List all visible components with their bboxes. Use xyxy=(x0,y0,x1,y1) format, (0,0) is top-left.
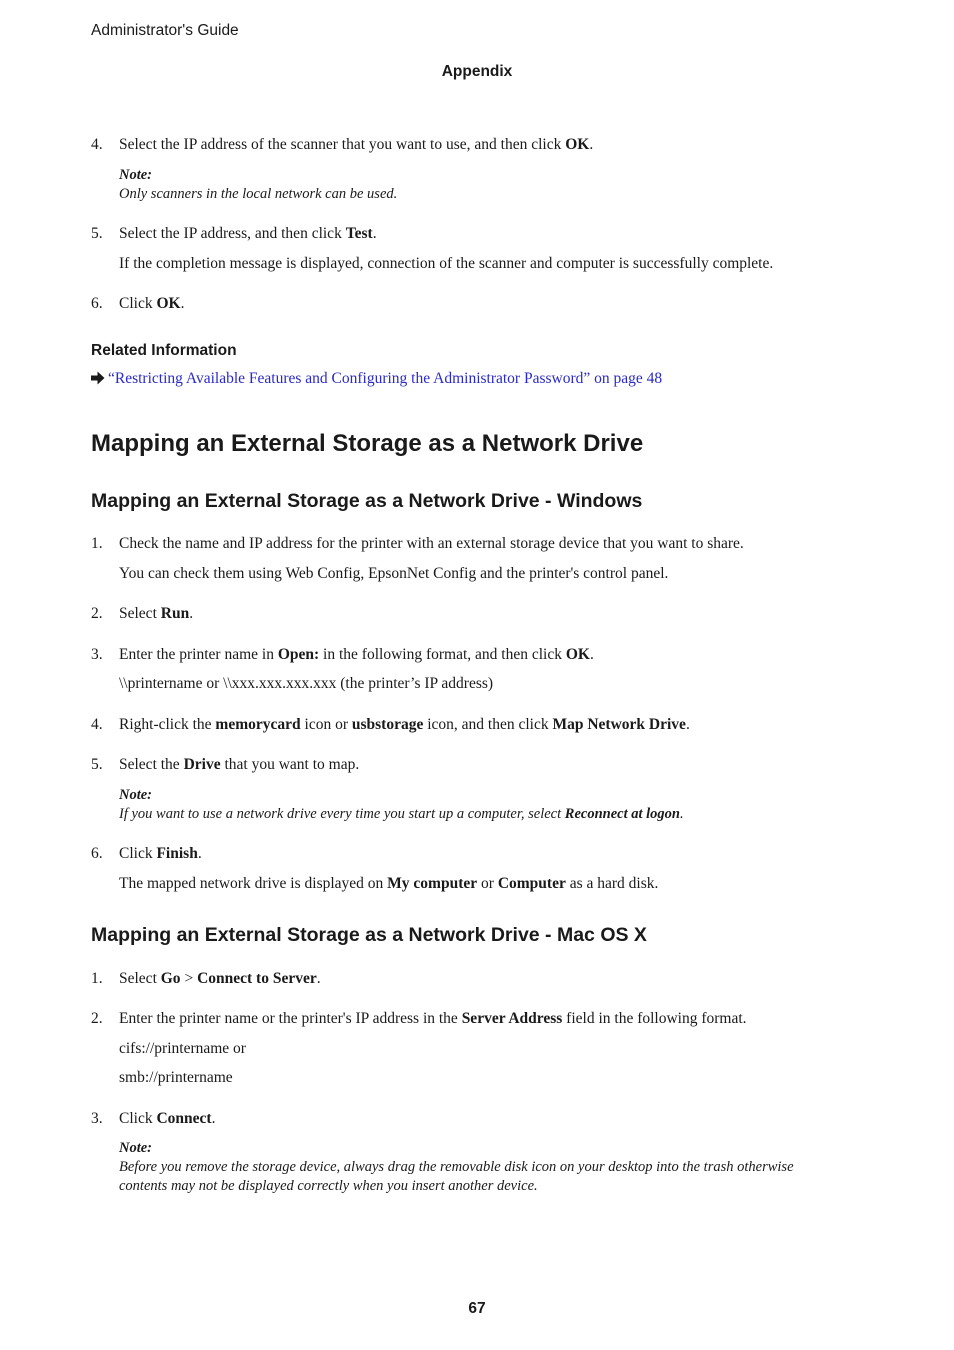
step-number: 5. xyxy=(91,756,103,773)
subsection-title-mac: Mapping an External Storage as a Network Drive - Mac OS X xyxy=(91,924,647,946)
step-detail: If the completion message is displayed, connection of the scanner and computer is successfully complete. xyxy=(119,255,774,272)
step-detail: \\printername or \\xxx.xxx.xxx.xxx (the printer’s IP address) xyxy=(119,675,494,692)
step-text: Select the IP address, and then click Test. xyxy=(119,225,377,242)
arrow-right-icon xyxy=(91,371,105,390)
section-title: Mapping an External Storage as a Network Drive xyxy=(91,430,644,457)
step-text: Select Go > Connect to Server. xyxy=(119,970,321,987)
step-number: 4. xyxy=(91,136,103,153)
running-header-section: Appendix xyxy=(441,63,513,80)
related-link[interactable]: “Restricting Available Features and Configuring the Administrator Password” on page 48 xyxy=(108,370,663,387)
step-text: Select the IP address of the scanner that you want to use, and then click OK. xyxy=(119,136,594,153)
step-text: Click Finish. xyxy=(119,845,202,862)
step-number: 2. xyxy=(91,605,103,622)
step-detail: You can check them using Web Config, EpsonNet Config and the printer's control panel. xyxy=(119,565,669,582)
step-number: 4. xyxy=(91,716,103,733)
step-detail: smb://printername xyxy=(119,1069,233,1086)
note-label: Note: xyxy=(119,1140,153,1156)
note-text: Before you remove the storage device, always drag the removable disk icon on your desktop into the trash otherwise xyxy=(119,1159,794,1175)
step-number: 2. xyxy=(91,1010,103,1027)
subsection-title-windows: Mapping an External Storage as a Network Drive - Windows xyxy=(91,490,643,512)
note-text: contents may not be displayed correctly when you insert another device. xyxy=(119,1178,538,1194)
step-number: 1. xyxy=(91,970,103,987)
step-text: Select Run. xyxy=(119,605,194,622)
note-label: Note: xyxy=(119,787,153,803)
step-detail: The mapped network drive is displayed on My computer or Computer as a hard disk. xyxy=(119,875,659,892)
step-number: 5. xyxy=(91,225,103,242)
step-number: 6. xyxy=(91,845,103,862)
step-text: Select the Drive that you want to map. xyxy=(119,756,360,773)
step-number: 1. xyxy=(91,535,103,552)
note-label: Note: xyxy=(119,167,153,183)
running-header-guide: Administrator's Guide xyxy=(91,22,239,39)
step-text: Enter the printer name in Open: in the following format, and then click OK. xyxy=(119,646,594,663)
note-text: Only scanners in the local network can be used. xyxy=(119,186,398,202)
related-link-row xyxy=(91,370,662,390)
page-number: 67 xyxy=(468,1300,486,1317)
note-text: If you want to use a network drive every time you start up a computer, select Reconnect at logon. xyxy=(119,806,684,822)
step-text: Enter the printer name or the printer's IP address in the Server Address field in the following format. xyxy=(119,1010,747,1027)
step-number: 3. xyxy=(91,646,103,663)
step-number: 6. xyxy=(91,295,103,312)
step-number: 3. xyxy=(91,1110,103,1127)
step-text: Check the name and IP address for the printer with an external storage device that you want to share. xyxy=(119,535,744,552)
step-text: Right-click the memorycard icon or usbstorage icon, and then click Map Network Drive. xyxy=(119,716,690,733)
step-text: Click Connect. xyxy=(119,1110,216,1127)
related-information-heading: Related Information xyxy=(91,342,237,359)
step-detail: cifs://printername or xyxy=(119,1040,246,1057)
step-text: Click OK. xyxy=(119,295,185,312)
